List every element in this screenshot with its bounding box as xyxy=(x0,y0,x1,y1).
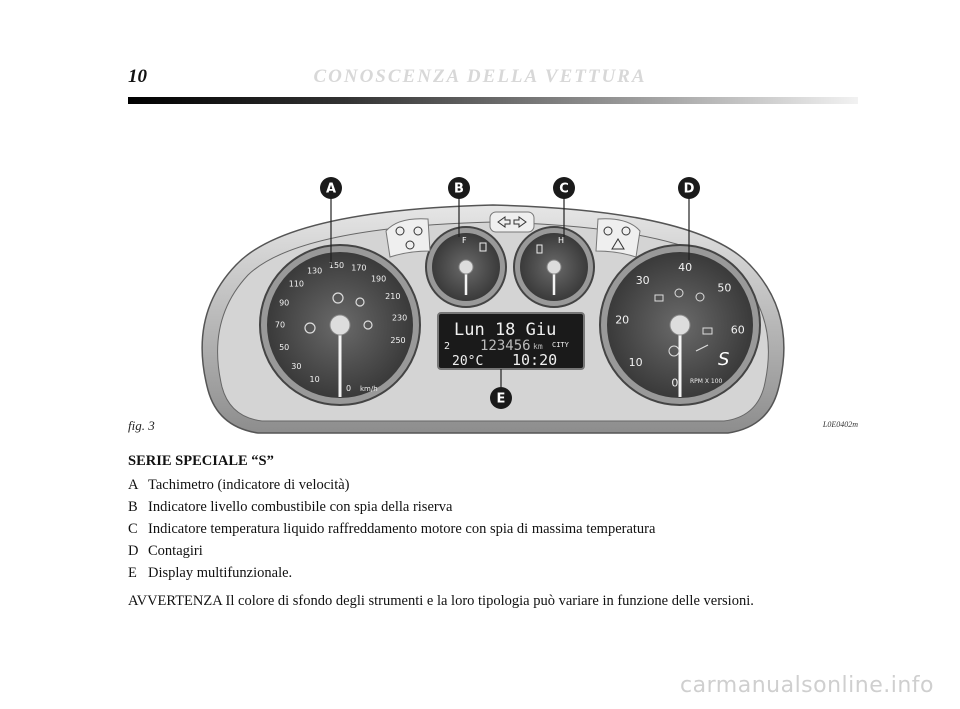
gauge-tick-label: 20 xyxy=(615,313,630,327)
gauge-tick-label: 250 xyxy=(390,336,406,346)
callout-d xyxy=(678,177,700,199)
page-header-title: CONOSCENZA DELLA VETTURA xyxy=(313,66,647,87)
display-mode: CITY xyxy=(552,341,569,349)
temp-gauge-label: H xyxy=(558,236,565,245)
speedo-unit: km/h xyxy=(360,385,378,393)
svg-text:B: B xyxy=(454,181,464,197)
svg-text:E: E xyxy=(496,391,506,407)
gauge-tick-label: 30 xyxy=(635,274,650,288)
figure-caption: fig. 3 xyxy=(128,418,155,433)
gauge-tick-label: 130 xyxy=(306,266,323,276)
figure-code: L0E0402m xyxy=(822,420,858,429)
turn-signal-pod xyxy=(490,212,534,232)
gauge-tick-label: 110 xyxy=(288,279,305,289)
fuel-gauge-label: F xyxy=(462,236,467,245)
display-odometer: 123456 xyxy=(480,338,531,354)
gauge-tick-label: 170 xyxy=(351,263,367,273)
legend-item: E Display multifunzionale. xyxy=(128,565,293,581)
section-title: SERIE SPECIALE “S” xyxy=(128,453,274,469)
warning-note: AVVERTENZA Il colore di sfondo degli strumenti e la loro tipologia può variare in funzione delle versioni. xyxy=(128,593,754,609)
display-gear: 2 xyxy=(444,341,451,352)
gauge-tick-label: 70 xyxy=(274,320,286,330)
instrument-cluster-figure xyxy=(128,165,858,435)
callout-c xyxy=(553,177,575,199)
legend-item: D Contagiri xyxy=(128,543,203,559)
gauge-tick-label: 10 xyxy=(628,355,643,369)
display-date: Lun 18 Giu xyxy=(454,320,557,340)
display-temperature: 20°C xyxy=(452,354,484,369)
gauge-tick-label: 190 xyxy=(370,274,387,284)
callout-e xyxy=(490,387,512,409)
page-number: 10 xyxy=(128,66,147,87)
header-divider xyxy=(128,97,858,104)
gauge-tick-label: 50 xyxy=(279,342,290,352)
gauge-tick-label: 50 xyxy=(717,281,732,295)
callout-a xyxy=(320,177,342,199)
legend-item: C Indicatore temperatura liquido raffreddamento motore con spia di massima temperatura xyxy=(128,521,656,537)
tachometer xyxy=(600,245,760,405)
gauge-tick-label: 210 xyxy=(385,292,401,302)
tacho-unit: RPM X 100 xyxy=(690,378,723,385)
display-time: 10:20 xyxy=(512,351,558,369)
gauge-tick-label: 10 xyxy=(309,375,320,384)
gauge-tick-label: 60 xyxy=(730,323,745,337)
tacho-badge: S xyxy=(718,349,730,370)
watermark-text: carmanualsonline.info xyxy=(680,673,934,698)
gauge-tick-label: 150 xyxy=(328,260,345,270)
gauge-tick-label: 0 xyxy=(671,376,679,390)
svg-text:A: A xyxy=(325,181,337,197)
gauge-tick-label: 230 xyxy=(391,313,408,323)
display-odometer-unit: km xyxy=(533,342,543,351)
callout-b xyxy=(448,177,470,199)
gauge-tick-label: 90 xyxy=(279,298,290,308)
multifunction-display xyxy=(438,313,584,369)
temperature-gauge xyxy=(514,227,594,307)
content xyxy=(128,450,868,612)
svg-text:C: C xyxy=(559,181,569,197)
legend-item: A Tachimetro (indicatore di velocità) xyxy=(128,477,350,493)
gauge-tick-label: 30 xyxy=(291,361,302,371)
legend-item: B Indicatore livello combustibile con spia della riserva xyxy=(128,499,453,515)
svg-text:D: D xyxy=(683,181,695,197)
speedometer xyxy=(260,245,420,405)
gauge-tick-label: 40 xyxy=(678,260,693,274)
gauge-tick-label: 0 xyxy=(346,384,352,393)
fuel-gauge xyxy=(426,227,506,307)
